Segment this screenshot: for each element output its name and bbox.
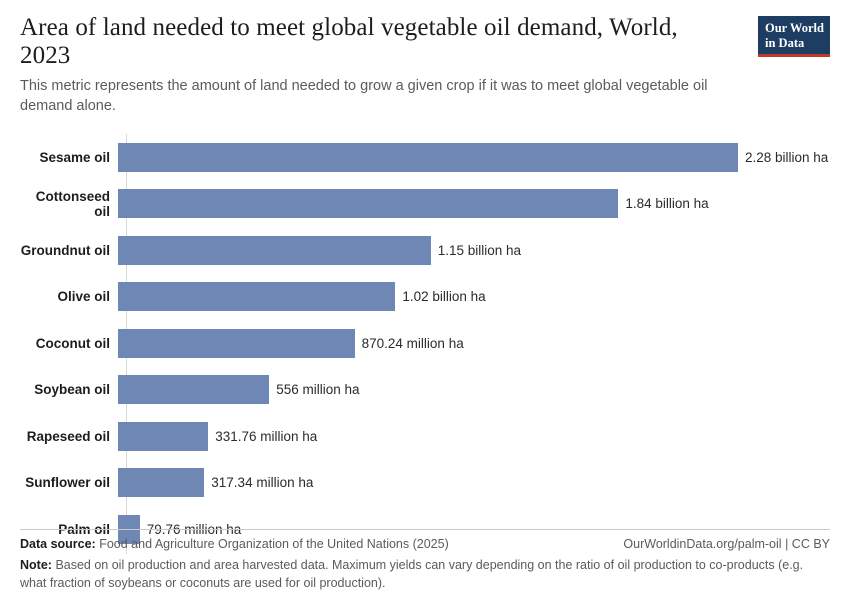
bar-category-label: Rapeseed oil (26, 428, 110, 444)
bar-row[interactable] (20, 320, 830, 367)
bar-category-label: Olive oil (57, 289, 110, 305)
bar-row[interactable] (20, 181, 830, 228)
bar-category-label: Sunflower oil (25, 475, 110, 491)
bar-fill[interactable] (118, 282, 395, 311)
bar-category-label: Coconut oil (35, 335, 110, 351)
bar-track (118, 367, 830, 414)
bar-value-label: 331.76 million ha (215, 428, 318, 444)
bar-list (20, 134, 830, 554)
note-label: Note: (20, 558, 52, 572)
bar-fill[interactable] (118, 468, 204, 497)
chart-footer (20, 529, 830, 592)
data-source-value: Food and Agriculture Organization of the United Nations (2025) (99, 537, 449, 551)
bar-value-label: 556 million ha (276, 382, 360, 398)
bar-fill[interactable] (118, 375, 269, 404)
our-world-in-data-logo[interactable] (758, 16, 830, 57)
license-label[interactable]: CC BY (791, 537, 830, 551)
bar-value-label: 79.76 million ha (146, 521, 242, 537)
data-source-label: Data source: (20, 537, 96, 551)
bar-row[interactable] (20, 413, 830, 460)
bar-fill[interactable] (118, 236, 431, 265)
bar-category-label: Soybean oil (34, 382, 110, 398)
bar-track (118, 134, 830, 181)
page-title: Area of land needed to meet global vegetable oil demand, World, 2023 (20, 14, 678, 69)
bar-fill[interactable] (118, 329, 355, 358)
chart-header (20, 14, 830, 116)
logo-line-1: Our World (765, 21, 824, 35)
bar-chart (20, 134, 830, 554)
bar-track (118, 320, 830, 367)
bar-category-label: Groundnut oil (20, 242, 110, 258)
bar-track (118, 413, 830, 460)
footer-divider (20, 529, 830, 530)
data-source (20, 537, 449, 551)
bar-row[interactable] (20, 274, 830, 321)
bar-value-label: 317.34 million ha (211, 475, 314, 491)
owid-url[interactable]: OurWorldinData.org/palm-oil (623, 537, 782, 551)
note-text: Based on oil production and area harvested data. Maximum yields can vary depending on the ratio of oil production to co-products (e.g. what fraction of soybeans or coconuts are used for oil production). (20, 558, 804, 590)
bar-track (118, 274, 830, 321)
footer-links[interactable] (623, 537, 830, 551)
bar-fill[interactable] (118, 143, 738, 172)
footer-sources-row (20, 537, 830, 551)
bar-value-label: 1.15 billion ha (437, 242, 522, 258)
chart-subtitle: This metric represents the amount of land needed to grow a given crop if it was to meet global vegetable oil demand alone. (20, 78, 708, 114)
bar-value-label: 1.84 billion ha (625, 196, 709, 212)
bar-row[interactable] (20, 227, 830, 274)
bar-category-label: Cottonseed oil (35, 188, 110, 219)
logo-line-2: in Data (765, 35, 805, 50)
bar-category-label: Sesame oil (39, 149, 110, 165)
bar-track (118, 227, 830, 274)
bar-row[interactable] (20, 460, 830, 507)
chart-note (20, 557, 830, 592)
bar-track (118, 460, 830, 507)
footer-separator: | (785, 537, 789, 551)
bar-track (118, 181, 830, 228)
bar-category-label: Palm oil (58, 521, 110, 537)
bar-value-label: 1.02 billion ha (402, 289, 486, 305)
bar-row[interactable] (20, 367, 830, 414)
bar-fill[interactable] (118, 189, 618, 218)
bar-fill[interactable] (118, 422, 208, 451)
bar-row[interactable] (20, 134, 830, 181)
bar-value-label: 870.24 million ha (361, 335, 464, 351)
bar-value-label: 2.28 billion ha (745, 149, 829, 165)
